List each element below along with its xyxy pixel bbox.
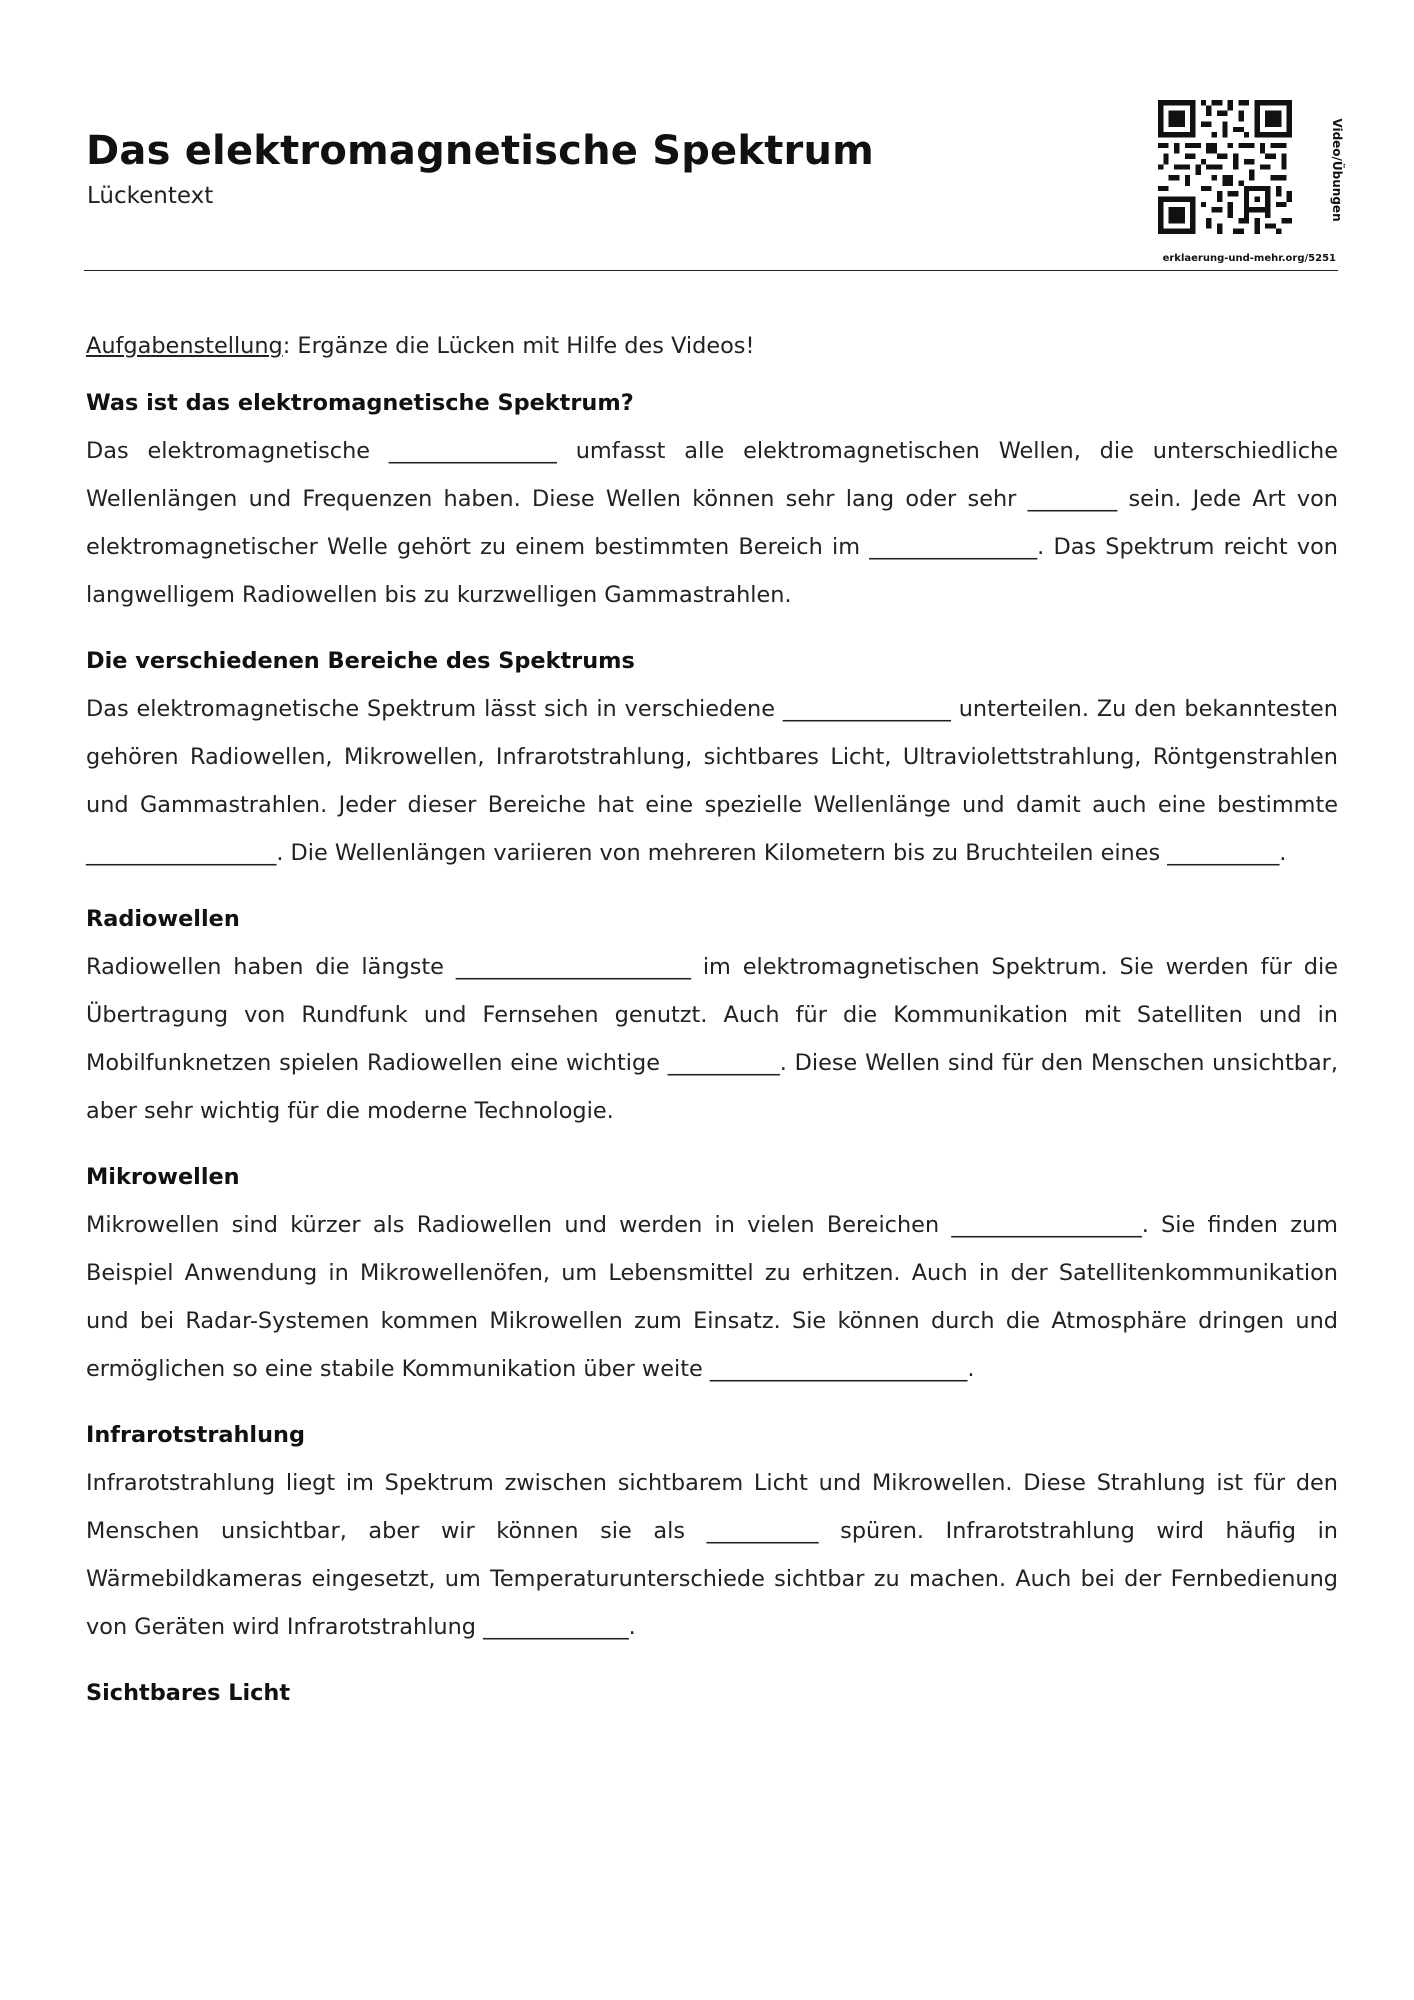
section-heading: Radiowellen — [86, 906, 240, 932]
worksheet-body — [86, 322, 1338, 1735]
task-label: Aufgabenstellung — [86, 333, 283, 359]
side-label — [1328, 116, 1346, 224]
section-microwaves — [86, 1153, 1338, 1393]
section-heading: Mikrowellen — [86, 1164, 240, 1190]
source-url: erklaerung-und-mehr.org/5251 — [1162, 253, 1336, 264]
section-radio-waves — [86, 895, 1338, 1135]
side-label-text: Video/Übungen — [1330, 118, 1344, 222]
section-heading: Was ist das elektromagnetische Spektrum? — [86, 390, 634, 416]
section-text: Infrarotstrahlung liegt im Spektrum zwischen sichtbarem Licht und Mikrowellen. Diese Strahlung ist für den Menschen unsichtbar, aber wir können sie als __________ spüren. Infrarotstrahlung wird häufig in Wärmebildkameras eingesetzt, um Temperaturunterschiede sichtbar zu machen. Auch bei der Fernbedienung von Geräten wird Infrarotstrahlung _____________. — [86, 1470, 1338, 1640]
section-text: Das elektromagnetische _______________ umfasst alle elektromagnetischen Wellen, die unterschiedliche Wellenlängen und Frequenzen haben. Diese Wellen können sehr lang oder sehr ________ sein. Jede Art von elektromagnetischer Welle gehört zu einem bestimmten Bereich im _______________. Das Spektrum reicht von langwelligem Radiowellen bis zu kurzwelligen Gammastrahlen. — [86, 438, 1338, 608]
task-text: : Ergänze die Lücken mit Hilfe des Videos! — [282, 333, 755, 359]
header-divider — [84, 270, 1338, 271]
section-infrared — [86, 1411, 1338, 1651]
section-visible-light — [86, 1669, 1338, 1717]
section-text: Das elektromagnetische Spektrum lässt sich in verschiedene _______________ unterteilen. Zu den bekanntesten gehören Radiowellen, Mikrowellen, Infrarotstrahlung, sichtbares Licht, Ultraviolettstrahlung, Röntgenstrahlen und Gammastrahlen. Jeder dieser Bereiche hat eine spezielle Wellenlänge und damit auch eine bestimmte _________________. Die Wellenlängen variieren von mehreren Kilometern bis zu Bruchteilen eines __________. — [86, 696, 1338, 866]
section-heading: Sichtbares Licht — [86, 1680, 291, 1706]
section-heading: Die verschiedenen Bereiche des Spektrums — [86, 648, 635, 674]
page-subtitle: Lückentext — [87, 183, 214, 209]
section-text: Radiowellen haben die längste _____________________ im elektromagnetischen Spektrum. Sie werden für die Übertragung von Rundfunk und Fernsehen genutzt. Auch für die Kommunikation mit Satelliten und in Mobilfunknetzen spielen Radiowellen eine wichtige __________. Diese Wellen sind für den Menschen unsichtbar, aber sehr wichtig für die moderne Technologie. — [86, 954, 1338, 1124]
section-text: Mikrowellen sind kürzer als Radiowellen und werden in vielen Bereichen _________________. Sie finden zum Beispiel Anwendung in Mikrowellenöfen, um Lebensmittel zu erhitzen. Auch in der Satellitenkommunikation und bei Radar-Systemen kommen Mikrowellen zum Einsatz. Sie können durch die Atmosphäre dringen und ermöglichen so eine stabile Kommunikation über weite _______________________. — [86, 1212, 1338, 1382]
section-spectrum-ranges — [86, 637, 1338, 877]
task-instruction — [86, 322, 1338, 370]
page-title: Das elektromagnetische Spektrum — [86, 128, 874, 174]
qr-code — [1158, 100, 1292, 234]
section-spectrum-intro — [86, 379, 1338, 619]
section-heading: Infrarotstrahlung — [86, 1422, 305, 1448]
